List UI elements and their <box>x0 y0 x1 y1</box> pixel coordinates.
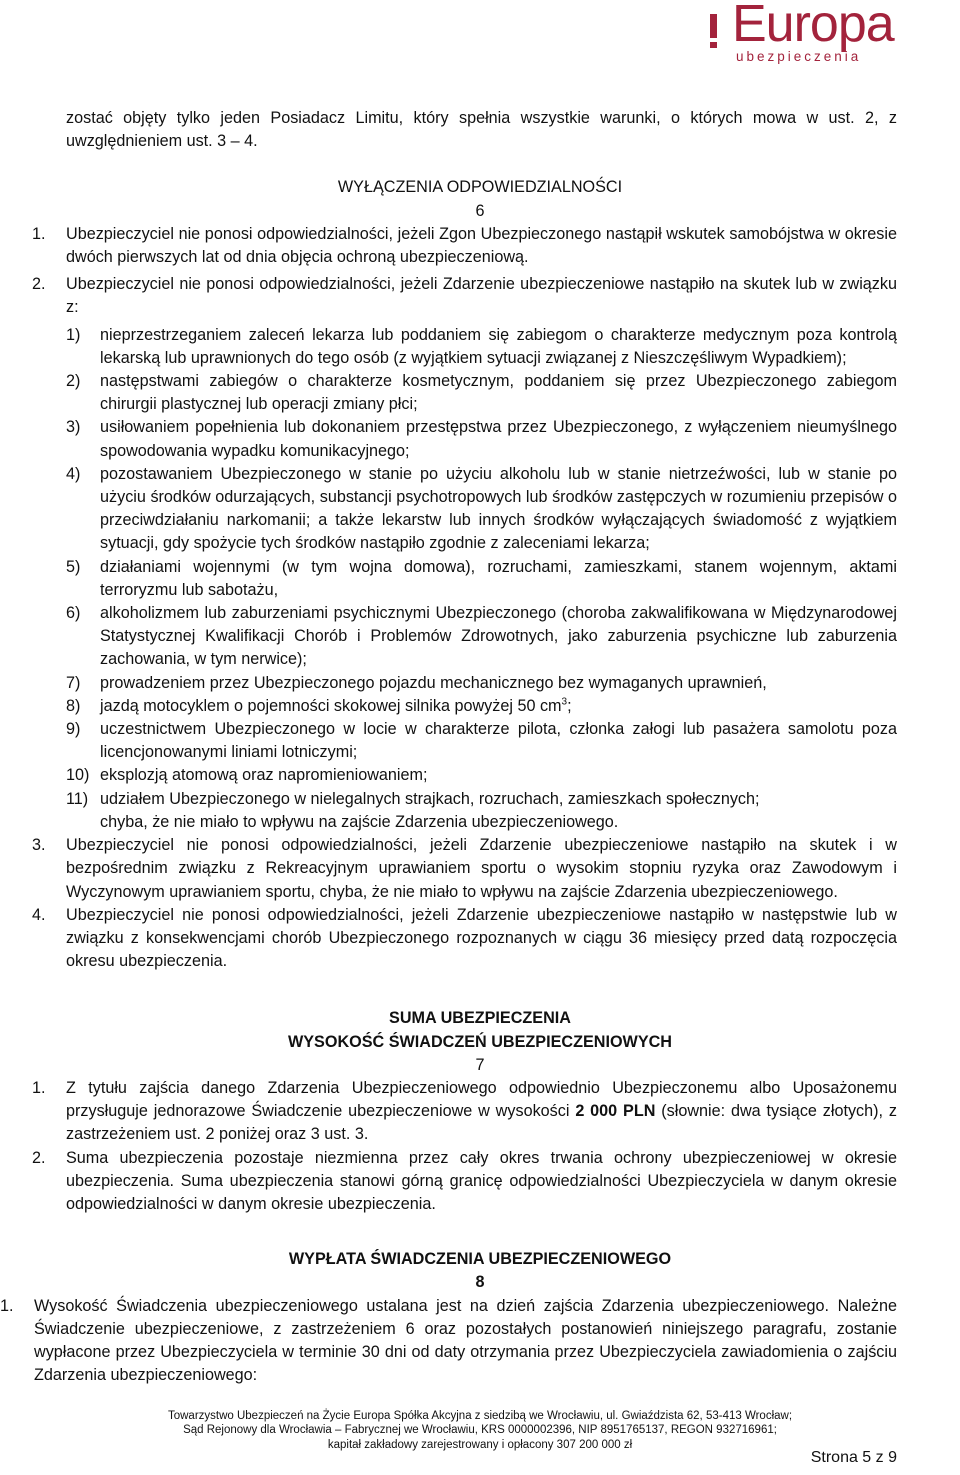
paragraph-number: 2. <box>32 1148 46 1167</box>
section-6-paragraph-4 <box>0 904 960 974</box>
section-7-paragraph-2 <box>0 1147 960 1217</box>
footer-registry-line: Sąd Rejonowy dla Wrocławia – Fabrycznej we Wrocławiu, KRS 0000002396, NIP 8951765137, REGON 932716961; <box>183 1424 777 1437</box>
list-item: 10) eksplozją atomową oraz napromieniowaniem; <box>66 766 428 785</box>
section-8-paragraph-1 <box>0 1295 960 1388</box>
footer-capital-line: kapitał zakładowy zarejestrowany i opłacony 307 200 000 zł <box>327 1438 633 1451</box>
list-item: 3) usiłowaniem popełnienia lub dokonaniem przestępstwa przez Ubezpieczonego, z wyłączeniem nieumyślnego spowodowania wypadku komunikacyjnego; <box>66 418 897 460</box>
paragraph-number: 4. <box>32 905 46 924</box>
paragraph-text: Ubezpieczyciel nie ponosi odpowiedzialności, jeżeli Zgon Ubezpieczonego nastąpił wskutek samobójstwa w okresie dwóch pierwszych lat od dnia objęcia ochroną ubezpieczeniową. <box>66 224 897 267</box>
footer-company-line: Towarzystwo Ubezpieczeń na Życie Europa Spółka Akcyjna z siedzibą we Wrocławiu, ul. Gwiaździsta 62, 53-413 Wrocław; <box>167 1410 793 1422</box>
paragraph-number: 1. <box>32 1078 46 1097</box>
page-number: Strona 5 z 9 <box>810 1449 897 1466</box>
section-7-paragraph-1 <box>0 1077 960 1147</box>
paragraph-number: 1. <box>32 224 46 243</box>
section-8-title: WYPŁATA ŚWIADCZENIA UBEZPIECZENIOWEGO <box>288 1250 672 1269</box>
exclusions-list <box>0 324 960 811</box>
section-8-number: 8 <box>475 1273 485 1292</box>
section-6-number: 6 <box>475 201 485 220</box>
paragraph-text: Ubezpieczyciel nie ponosi odpowiedzialności, jeżeli Zdarzenie ubezpieczeniowe nastąpiło w następstwie lub w związku z konsekwencjami chorób Ubezpieczonego rozpoznanych w ciągu 36 miesięcy przed datą rozpoczęcia okresu ubezpieczenia. <box>66 905 897 971</box>
benefit-amount: 2 000 PLN <box>575 1102 656 1121</box>
list-item: 5) działaniami wojennymi (w tym wojna domowa), rozruchami, zamieszkami, stanem wojennym, aktami terroryzmu lub sabotażu, <box>66 557 897 599</box>
list-tail-text: chyba, że nie miało to wpływu na zajście Zdarzenia ubezpieczeniowego. <box>100 812 619 831</box>
list-item: 2) następstwami zabiegów o charakterze kosmetycznym, poddaniem się przez Ubezpieczonego zabiegom chirurgii plastycznej lub operacji zmiany płci; <box>66 372 897 414</box>
document-body <box>0 107 960 1387</box>
intro-paragraph: zostać objęty tylko jeden Posiadacz Limitu, który spełnia wszystkie warunki, o których mowa w ust. 2, z uwzględnieniem ust. 3 – 4. <box>66 109 897 151</box>
list-item: 6) alkoholizmem lub zaburzeniami psychicznymi Ubezpieczonego (choroba zakwalifikowana w Międzynarodowej Statystycznej Kwalifikacji Chorób i Problemów Zdrowotnych, jako zaburzenia psychiczne lub zaburzenia zachowania, w tym nerwice); <box>66 604 897 669</box>
section-7-subtitle: WYSOKOŚĆ ŚWIADCZEŃ UBEZPIECZENIOWYCH <box>287 1032 672 1051</box>
page-footer <box>0 1409 960 1452</box>
list-item: 7) prowadzeniem przez Ubezpieczonego pojazdu mechanicznego bez wymaganych uprawnień, <box>66 673 767 692</box>
paragraph-number: 1. <box>0 1296 14 1315</box>
section-7-title: SUMA UBEZPIECZENIA <box>389 1009 571 1028</box>
paragraph-text: Ubezpieczyciel nie ponosi odpowiedzialności, jeżeli Zdarzenie ubezpieczeniowe nastąpiło na skutek lub w związku z: <box>66 275 897 317</box>
list-item: 1) nieprzestrzeganiem zaleceń lekarza lub poddaniem się zabiegom o charakterze medycznym poza kontrolą lekarską lub uprawnionych do tego osób (z wyjątkiem sytuacji związanej z Nieszczęśliwym Wypadkiem); <box>66 325 897 367</box>
europa-logo <box>708 2 958 66</box>
paragraph-text: Ubezpieczyciel nie ponosi odpowiedzialności, jeżeli Zdarzenie ubezpieczeniowe nastąpiło na skutek i w bezpośrednim związku z Rekreacyjnym uprawianiem sportu o wysokim stopniu ryzyka oraz Zawodowym i Wyczynowym uprawianiem sportu, chyba, że nie miało to wpływu na zajście Zdarzenia ubezpieczeniowego. <box>66 836 897 901</box>
paragraph-text: Wysokość Świadczenia ubezpieczeniowego ustalana jest na dzień zajścia Zdarzenia ubezpieczeniowego. Należne Świadczenie ubezpieczeniowe, z zastrzeżeniem 6 oraz pozostałych postanowień niniejszego paragrafu, zostanie wypłacone przez Ubezpieczyciela w terminie 30 dni od daty otrzymania przez Ubezpieczyciela zawiadomienia o zajściu Zdarzenia ubezpieczeniowego: <box>34 1296 897 1385</box>
list-item: 4) pozostawaniem Ubezpieczonego w stanie po użyciu alkoholu lub w stanie nietrzeźwości, lub w stanie po użyciu środków odurzających, substancji psychotropowych lub środków zastępczych w rozumieniu przepisów o przeciwdziałaniu narkomanii; a także lekarstw lub innych środków wyłączających świadomość z wyjątkiem sytuacji, gdy spożycie tych środków nastąpiło zgodnie z zaleceniami lekarza; <box>66 464 897 553</box>
paragraph-text: Suma ubezpieczenia pozostaje niezmienna przez cały okres trwania ochrony ubezpieczeniowej w okresie ubezpieczenia. Suma ubezpieczenia stanowi górną granicę odpowiedzialności Ubezpieczyciela w danym okresie odpowiedzialności w danym okresie ubezpieczenia. <box>66 1148 897 1213</box>
list-item: 8) jazdą motocyklem o pojemności skokowej silnika powyżej 50 $cm^3$; <box>66 696 572 715</box>
section-6-paragraph-1 <box>0 223 960 269</box>
section-6-paragraph-3 <box>0 834 960 904</box>
section-6-paragraph-2 <box>0 273 960 319</box>
paragraph-number: 3. <box>32 836 46 855</box>
section-7-number: 7 <box>475 1055 485 1074</box>
list-item: 9) uczestnictwem Ubezpieczonego w locie w charakterze pilota, członka załogi lub pasażera samolotu poza licencjonowanymi liniami lotniczymi; <box>66 720 897 762</box>
logo-mark-icon <box>708 14 730 54</box>
section-6-title: WYŁĄCZENIA ODPOWIEDZIALNOŚCI <box>337 178 623 197</box>
logo-wordmark: Europa <box>732 0 894 53</box>
list-item: 11) udziałem Ubezpieczonego w nielegalnych strajkach, rozruchach, zamieszkach społecznych; <box>66 789 760 808</box>
logo-tagline: ubezpieczenia <box>736 49 862 64</box>
paragraph-number: 2. <box>32 275 46 294</box>
paragraph-text: Z tytułu zajścia danego Zdarzenia Ubezpieczeniowego odpowiednio Ubezpieczonemu albo Uposażonemu przysługuje jednorazowe Świadczenie ubezpieczeniowe w wysokości 2 000 PLN (słownie: dwa tysiące złotych), z zastrzeżeniem ust. 2 poniżej oraz 3 ust. 3. <box>66 1078 897 1144</box>
